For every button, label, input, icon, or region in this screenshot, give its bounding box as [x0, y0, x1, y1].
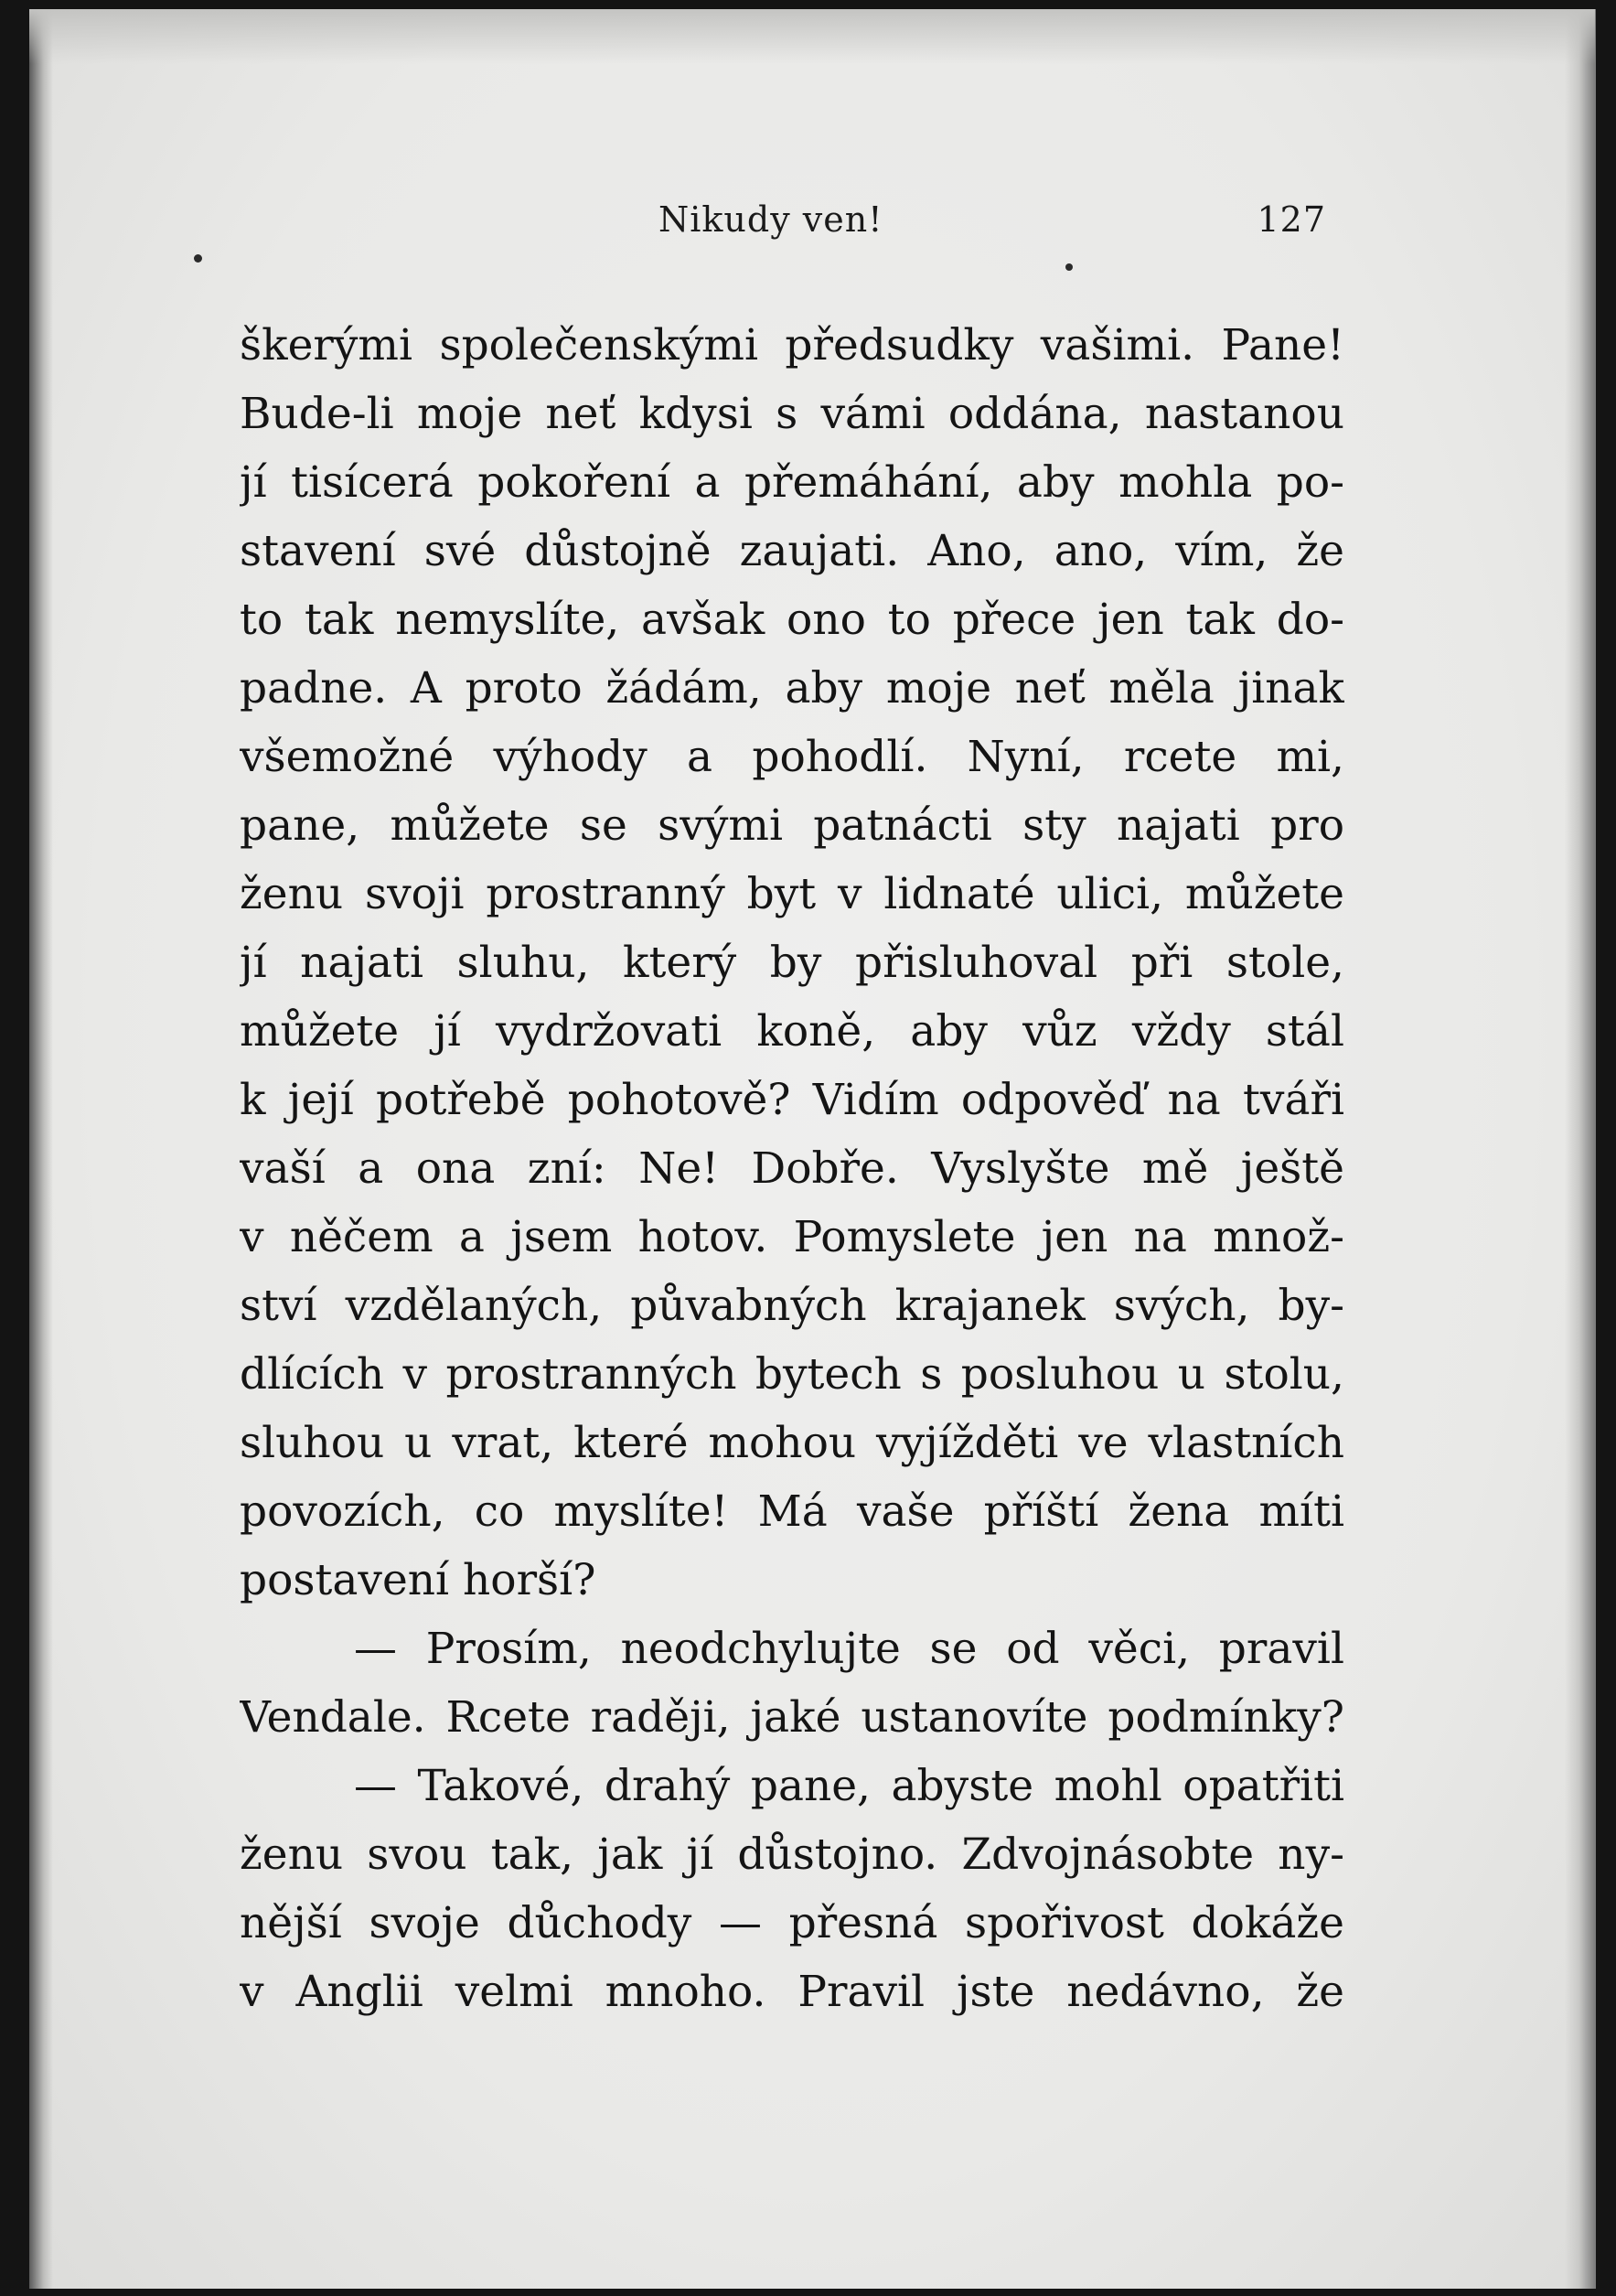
text-line: jí tisícerá pokoření a přemáhání, aby mohla po- — [240, 457, 1344, 508]
text-line: — Takové, drahý pane, abyste mohl opatřiti — [354, 1761, 1344, 1811]
text-line: — Prosím, neodchylujte se od věci, pravil — [354, 1624, 1344, 1674]
text-line: stavení své důstojně zaujati. Ano, ano, vím, že — [240, 526, 1344, 576]
body-text — [240, 311, 1344, 2026]
text-line: sluhou u vrat, které mohou vyjížděti ve vlastních — [240, 1418, 1344, 1468]
text-line: ství vzdělaných, půvabných krajanek svých, by- — [240, 1281, 1344, 1331]
text-line: ženu svou tak, jak jí důstojno. Zdvojnásobte ny- — [240, 1829, 1344, 1880]
text-line: povozích, co myslíte! Má vaše příští žena míti — [240, 1486, 1344, 1537]
page-right-edge-shadow — [1565, 9, 1596, 2289]
text-line: v Anglii velmi mnoho. Pravil jste nedávno, že — [240, 1967, 1344, 2017]
page-number: 127 — [1257, 199, 1326, 240]
text-line: v něčem a jsem hotov. Pomyslete jen na množ- — [240, 1212, 1344, 1262]
text-line: ženu svoji prostranný byt v lidnaté ulici, můžete — [240, 869, 1344, 919]
print-speck — [194, 254, 202, 263]
text-line: dlících v prostranných bytech s posluhou u stolu, — [240, 1349, 1344, 1400]
text-line: pane, můžete se svými patnácti sty najati pro — [240, 800, 1344, 851]
page-top-edge-shadow — [29, 9, 1595, 64]
text-line: můžete jí vydržovati koně, aby vůz vždy stál — [240, 1006, 1344, 1057]
page-header — [238, 199, 1326, 254]
text-line: postavení horší? — [240, 1555, 596, 1605]
page-left-edge-shadow — [29, 9, 53, 2289]
text-line: Vendale. Rcete raději, jaké ustanovíte podmínky? — [240, 1692, 1344, 1743]
text-line: nější svoje důchody — přesná spořivost dokáže — [240, 1898, 1344, 1948]
text-line: škerými společenskými předsudky vašimi. Pane! — [240, 320, 1344, 370]
text-line: to tak nemyslíte, avšak ono to přece jen tak do- — [240, 595, 1344, 645]
text-line: vaší a ona zní: Ne! Dobře. Vyslyšte mě ještě — [240, 1143, 1344, 1194]
text-line: padne. A proto žádám, aby moje neť měla jinak — [240, 663, 1344, 713]
text-line: Bude-li moje neť kdysi s vámi oddána, nastanou — [240, 389, 1344, 439]
text-line: jí najati sluhu, který by přisluhoval při stole, — [240, 938, 1344, 988]
text-line: všemožné výhody a pohodlí. Nyní, rcete mi, — [240, 732, 1344, 782]
running-head: Nikudy ven! — [658, 199, 883, 240]
text-line: k její potřebě pohotově? Vidím odpověď na tváři — [240, 1075, 1344, 1125]
print-speck — [1065, 263, 1073, 271]
